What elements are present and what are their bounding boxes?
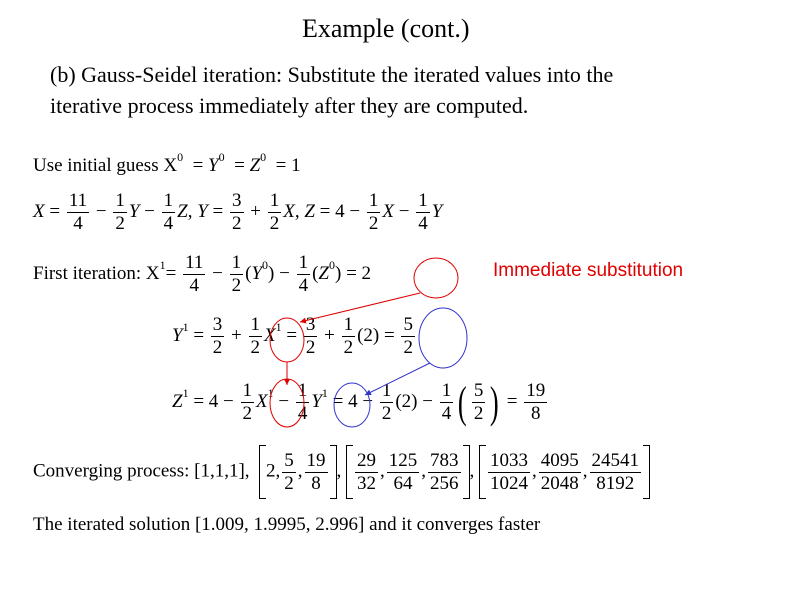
z1-equation: $Z^1 = 4$ − $\frac{1}{2}$ $X^1$ − $\frac{1}{4}$ $Y^1 = 4$ − $\frac{1}{2}$ (2) − $\frac{1}{4}$ ( $\frac{5}{2}$ ) = $\frac{19}{8}$ xyxy=(172,377,546,427)
y1-to-z1-arrow xyxy=(365,363,430,395)
slide-title: Example (cont.) xyxy=(302,14,470,43)
y1-equation: $Y^1$ = $\frac{3}{2}$ + $\frac{1}{2}$ $X^1$ = $\frac{3}{2}$ + $\frac{1}{2}$ (2) = $\frac{5}{2}$ xyxy=(172,314,413,358)
z1-y1-circle xyxy=(334,383,370,427)
x1-to-y1-arrow xyxy=(300,293,420,322)
subtitle-line-2: iterative process immediately after they are computed. xyxy=(50,93,529,118)
converging-process: Converging process: [1,1,1], 2, $\frac{5}{2}$ , $\frac{19}{8}$ , $\frac{29}{32}$ , $\frac{125}{64}$ , $\frac{783}{256}$ , $\frac{1033}{1024}$ , $\frac{4095}{2048}$ , $\frac{24541}{8192}$ xyxy=(33,445,650,499)
iteration-equations: X = $\frac{11}{4}$ − $\frac{1}{2}$ Y − $\frac{1}{4}$ Z, Y = $\frac{3}{2}$ + $\frac{1}{2}$ X, Z = 4 − $\frac{1}{2}$ X − $\frac{1}{4}$ Y xyxy=(33,190,443,234)
converging-label: Converging process: [1,1,1], xyxy=(33,460,250,482)
initial-guess-label: Use initial guess X xyxy=(33,155,178,176)
subtitle-line-1: (b) Gauss-Seidel iteration: Substitute the iterated values into the xyxy=(50,62,614,87)
first-iteration-label: First iteration: X xyxy=(33,262,160,284)
y1-x1-circle xyxy=(270,318,304,362)
x1-value-circle xyxy=(414,258,458,298)
z1-x1-circle xyxy=(270,379,304,427)
initial-guess-line: Use initial guess $X^0 = Y^0 = Z^0 = 1$ xyxy=(33,150,301,176)
result-line: The iterated solution [1.009, 1.9995, 2.996] and it converges faster xyxy=(33,514,541,535)
first-iteration-x: First iteration: $X^1=$ $\frac{11}{4}$ − $\frac{1}{2}$ $(Y^0)$ − $\frac{1}{4}$ $(Z^0) = 2$ xyxy=(33,252,372,296)
immediate-substitution-note: Immediate substitution xyxy=(493,260,684,281)
y1-value-circle xyxy=(419,308,467,368)
